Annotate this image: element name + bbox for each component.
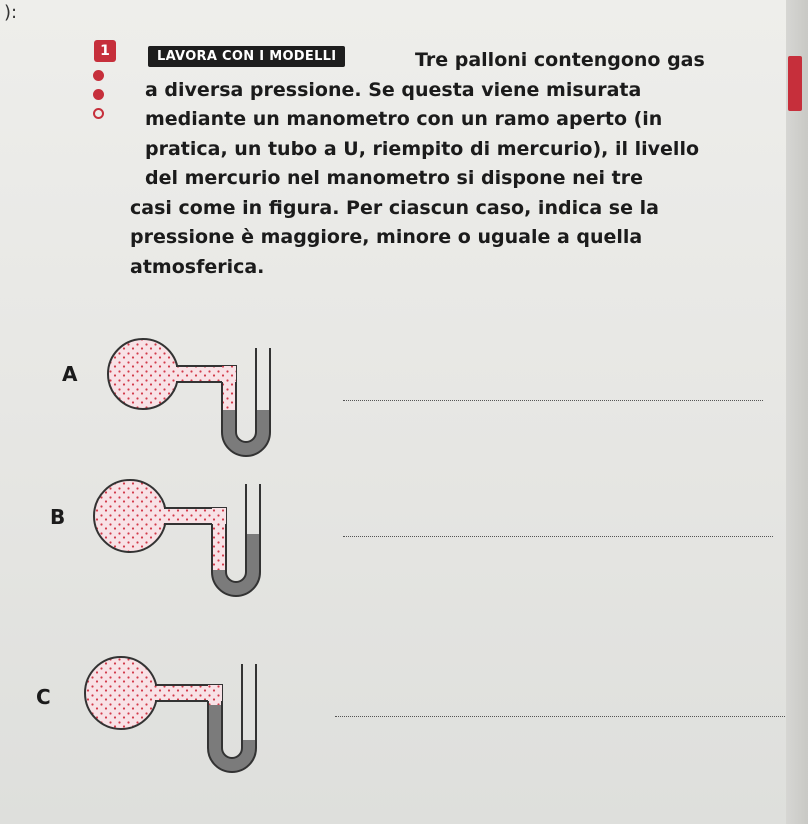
mercury-c [208, 705, 256, 772]
closed-arm-gas-b [212, 508, 226, 570]
edge-text-fragment: ): [4, 2, 18, 23]
exercise-number: 1 [94, 40, 116, 62]
text-line: pressione è maggiore, minore o uguale a quella [130, 226, 643, 248]
case-label-b: B [50, 505, 66, 529]
manometer-a [108, 339, 270, 456]
gas-flask-a [108, 339, 178, 409]
gas-flask-c [85, 657, 157, 729]
gas-flask-b [94, 480, 166, 552]
manometer-c [85, 657, 256, 772]
closed-arm-gas-a [222, 366, 236, 410]
text-line: a diversa pressione. Se questa viene misurata [145, 78, 642, 101]
text-line: casi come in figura. Per ciascun caso, indica se la [130, 196, 659, 219]
text-line: mediante un manometro con un ramo aperto (in [145, 108, 663, 130]
closed-arm-gas-c [208, 685, 222, 705]
manometer-b [94, 480, 260, 596]
text-line: pratica, un tubo a U, riempito di mercurio), il livello [145, 137, 700, 160]
case-label-c: C [36, 685, 51, 709]
text-line: Tre palloni contengono gas [415, 49, 705, 71]
lavora-badge: LAVORA CON I MODELLI [148, 46, 345, 67]
text-line: del mercurio nel manometro si dispone nei tre [145, 167, 643, 189]
text-line: atmosferica. [130, 255, 265, 278]
case-label-a: A [62, 362, 78, 386]
